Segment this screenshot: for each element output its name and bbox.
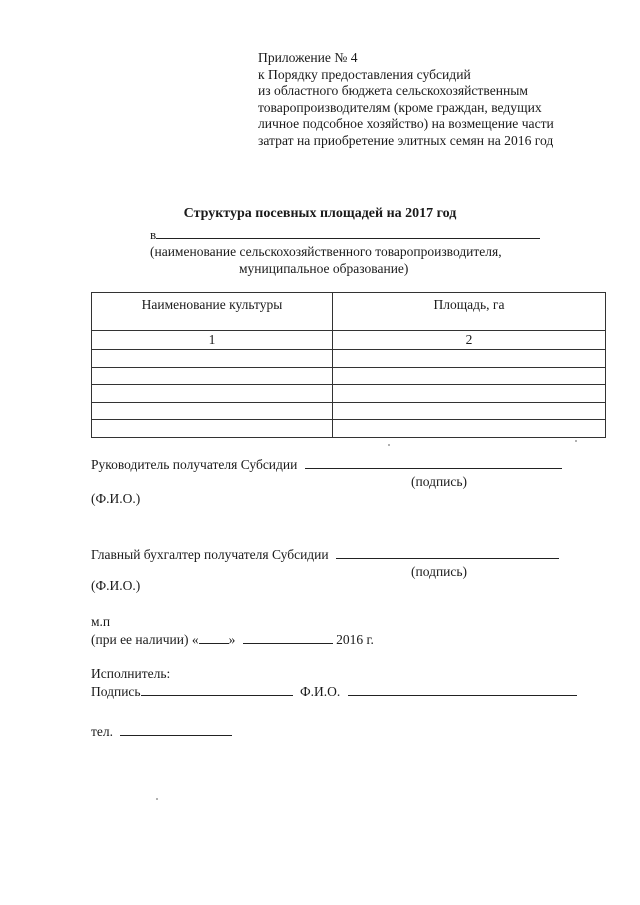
executor-sign-field[interactable] [141, 683, 293, 696]
table-cell[interactable] [92, 385, 333, 403]
head-signature-caption: (подпись) [411, 474, 468, 489]
producer-name-line [150, 226, 540, 243]
table-cell[interactable] [92, 420, 333, 438]
seal-note: (при ее наличии) « [91, 632, 199, 647]
date-day-field[interactable] [199, 631, 229, 644]
executor-fio-field[interactable] [348, 683, 577, 696]
phone-line [91, 723, 232, 740]
table-number-row [92, 331, 606, 350]
accountant-fio-caption: (Ф.И.О.) [91, 578, 141, 593]
scan-speck [156, 798, 158, 800]
executor-sign-label: Подпись [91, 684, 141, 699]
appendix-header [258, 50, 554, 149]
header-crop-name: Наименование культуры [92, 293, 333, 331]
appendix-line: Приложение № 4 [258, 50, 358, 65]
producer-caption [150, 243, 570, 277]
executor-fio-label: Ф.И.О. [299, 684, 341, 699]
caption-line-2: муниципальное образование) [239, 261, 409, 276]
table-row [92, 420, 606, 438]
quote-close: » [228, 632, 236, 647]
appendix-line: личное подсобное хозяйство) на возмещение части [258, 116, 554, 131]
executor-line [91, 683, 577, 700]
column-number-2: 2 [333, 331, 606, 350]
table-cell[interactable] [333, 350, 606, 368]
table-cell[interactable] [333, 367, 606, 385]
head-signature-line [91, 456, 562, 473]
table-cell[interactable] [92, 402, 333, 420]
producer-name-field[interactable] [156, 226, 540, 239]
accountant-label: Главный бухгалтер получателя Субсидии [91, 547, 329, 562]
table-row [92, 402, 606, 420]
seal-label: м.п [91, 614, 111, 629]
appendix-line: затрат на приобретение элитных семян на 2016 год [258, 132, 554, 148]
caption-line-1: (наименование сельскохозяйственного товаропроизводителя, [150, 244, 502, 259]
column-number-1: 1 [92, 331, 333, 350]
document-title: Структура посевных площадей на 2017 год [183, 206, 457, 221]
phone-field[interactable] [120, 723, 232, 736]
appendix-line: к Порядку предоставления субсидий [258, 66, 471, 82]
table-row [92, 385, 606, 403]
date-line [91, 631, 374, 648]
date-month-field[interactable] [243, 631, 333, 644]
header-area: Площадь, га [333, 293, 606, 331]
accountant-signature-field[interactable] [336, 546, 559, 559]
table-cell[interactable] [333, 402, 606, 420]
table-row [92, 367, 606, 385]
table-cell[interactable] [333, 385, 606, 403]
appendix-line: товаропроизводителям (кроме граждан, ведущих [258, 99, 542, 115]
table-cell[interactable] [92, 350, 333, 368]
crop-area-table [91, 292, 606, 438]
accountant-signature-caption: (подпись) [411, 564, 468, 579]
executor-label: Исполнитель: [91, 666, 171, 681]
table-cell[interactable] [92, 367, 333, 385]
prefix-v: в [150, 227, 157, 242]
scan-speck [388, 444, 390, 446]
appendix-line: из областного бюджета сельскохозяйственным [258, 83, 529, 98]
table-cell[interactable] [333, 420, 606, 438]
head-fio-caption: (Ф.И.О.) [91, 491, 141, 506]
table-row [92, 350, 606, 368]
accountant-signature-line [91, 546, 559, 563]
phone-label: тел. [91, 724, 114, 739]
head-label: Руководитель получателя Субсидии [91, 457, 298, 472]
date-year: 2016 г. [336, 632, 374, 647]
head-signature-field[interactable] [305, 456, 562, 469]
scan-speck [575, 440, 577, 442]
table-header-row [92, 293, 606, 331]
